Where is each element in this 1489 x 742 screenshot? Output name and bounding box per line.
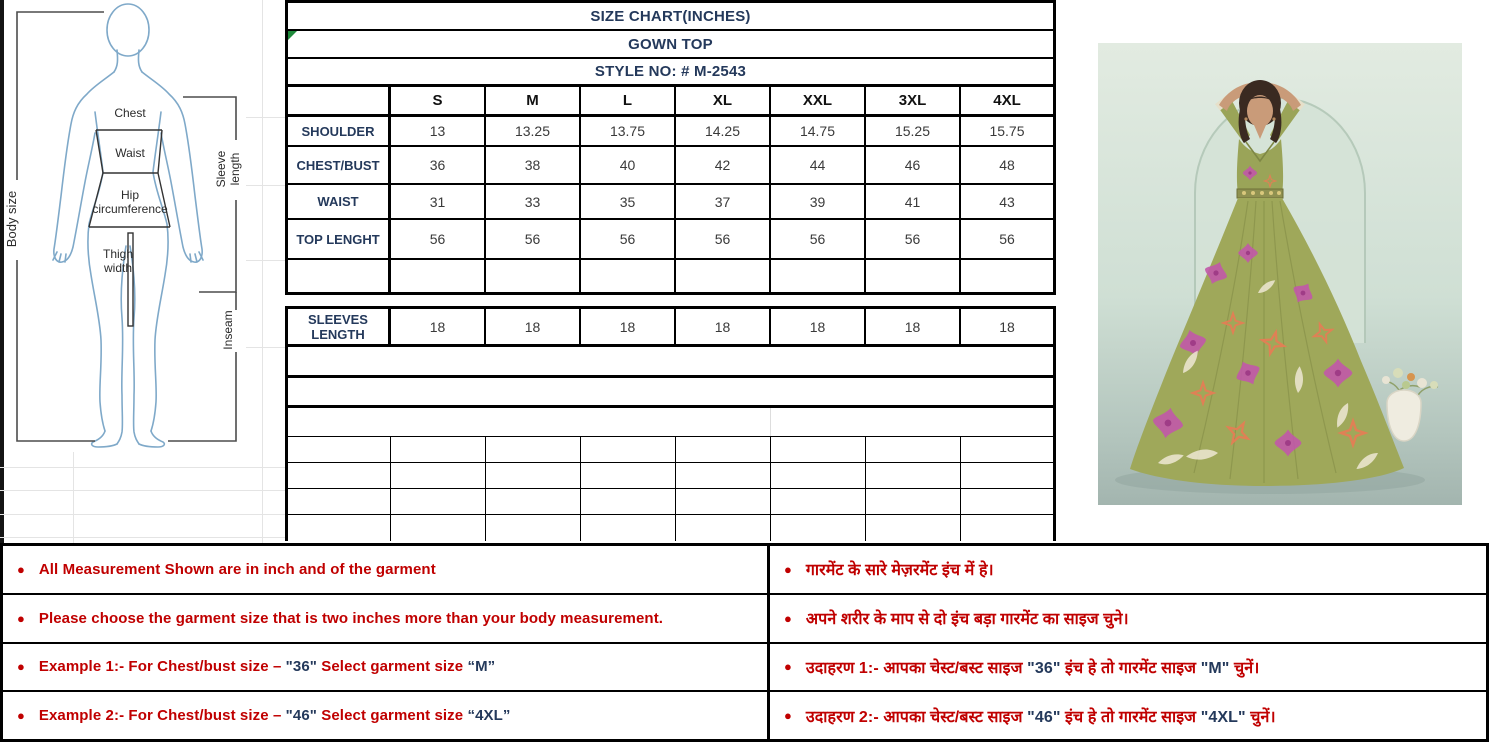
value-cell: 18 [676,309,771,344]
value-cell: 18 [581,309,676,344]
grid-line [0,514,285,515]
value-cell: 33 [486,185,581,218]
row-label: CHEST/BUST [288,147,391,183]
empty-cell [391,437,486,462]
product-photo [1098,43,1462,505]
table-row-top-length [285,220,1056,260]
note-hi-3 [770,644,1486,691]
size-col-4xl: 4XL [993,92,1021,109]
note-hi-2 [770,595,1486,642]
value-cell: 18 [391,309,486,344]
note-text: उदाहरण 2:- आपका चेस्ट/बस्ट साइज "46" इंच हे तो गारमेंट साइज "4XL" चुनें। [805,708,1276,726]
empty-grid-row [285,437,1056,463]
inseam-label: Inseam [221,310,235,350]
grid-line [0,537,285,538]
empty-cell [391,463,486,488]
row-label: TOP LENGHT [288,220,391,258]
empty-cell [866,515,961,541]
notes-section [0,543,1489,742]
note-en-4 [3,692,770,739]
empty-cell [771,515,866,541]
body-size-label: Body size [4,190,19,248]
note-text: Example 1:- For Chest/bust size – "36" Select garment size “M” [38,658,496,676]
empty-cell [288,347,1053,375]
table-title-row [285,0,1056,31]
row-label: WAIST [288,185,391,218]
table-row-chest-bust [285,147,1056,185]
empty-cell [961,260,1053,292]
value-cell: 13.25 [486,117,581,145]
note-text: Example 2:- For Chest/bust size – "46" Select garment size “4XL” [38,707,511,725]
size-col-xxl: XXL [771,87,866,114]
value-cell: 37 [676,185,771,218]
value-cell: 56 [486,220,581,258]
size-col-3xl: 3XL [866,87,961,114]
empty-cell [676,463,771,488]
grid-line [0,490,285,491]
value-cell: 15.75 [989,123,1025,139]
empty-cell [581,437,676,462]
value-cell: 15.25 [866,117,961,145]
empty-cell [961,437,1053,462]
empty-cell [288,260,391,292]
grid-line [73,452,74,543]
size-col-s: S [391,87,486,114]
empty-cell [288,408,1053,436]
empty-cell [486,515,581,541]
product-name: GOWN TOP [628,35,713,53]
grid-line [246,260,285,261]
value-cell: 56 [771,220,866,258]
sleeve-length-label: Sleeve length [214,150,242,188]
value-cell: 40 [581,147,676,183]
cell-marker-triangle-icon [288,31,297,40]
empty-cell [486,260,581,292]
grid-line [770,408,771,436]
empty-cell [288,515,391,541]
table-row-empty [285,260,1056,295]
empty-cell [288,378,1053,405]
table-title: SIZE CHART(INCHES) [590,7,751,25]
table-row-shoulder [285,117,1056,147]
empty-cell [581,260,676,292]
empty-cell [676,515,771,541]
empty-cell [866,260,961,292]
empty-grid-row [285,489,1056,515]
value-cell: 41 [866,185,961,218]
row-label: SLEEVES LENGTH [288,309,391,344]
value-cell: 56 [866,220,961,258]
empty-cell [676,437,771,462]
waist-label: Waist [115,146,145,160]
bullet-icon: ● [784,610,792,626]
body-measurement-diagram [0,0,285,543]
empty-cell [288,463,391,488]
bullet-icon: ● [17,561,25,577]
bullet-icon: ● [17,659,25,675]
value-cell: 38 [486,147,581,183]
bullet-icon: ● [17,610,25,626]
grid-line [246,347,285,348]
value-cell: 56 [581,220,676,258]
table-row-sleeves-length [285,306,1056,347]
hip-circumference-label: Hip circumference [92,188,168,216]
value-cell: 13.75 [581,117,676,145]
value-cell: 36 [391,147,486,183]
note-row-1 [3,546,1486,595]
empty-wide-row [285,408,1056,437]
style-no-row [285,59,1056,87]
style-no: STYLE NO: # M-2543 [594,63,747,80]
value-cell: 44 [771,147,866,183]
empty-cell [581,463,676,488]
note-text: गारमेंट के सारे मेज़रमेंट इंच में हे। [805,562,994,580]
empty-cell [771,260,866,292]
note-en-3 [3,644,770,691]
note-text: अपने शरीर के माप से दो इंच बड़ा गारमेंट का साइज चुने। [805,611,1129,629]
value-cell: 39 [771,185,866,218]
value-cell: 43 [999,193,1015,210]
note-text: उदाहरण 1:- आपका चेस्ट/बस्ट साइज "36" इंच हे तो गारमेंट साइज "M" चुनें। [805,659,1260,677]
empty-grid-row [285,463,1056,489]
note-text: Please choose the garment size that is two inches more than your body measurement. [38,609,664,627]
note-row-2 [3,595,1486,644]
grid-line [246,117,285,118]
value-cell: 35 [581,185,676,218]
note-hi-4 [770,692,1486,739]
empty-cell [866,489,961,514]
empty-cell [961,515,1053,541]
empty-cell [676,260,771,292]
empty-cell [391,260,486,292]
value-cell: 56 [676,220,771,258]
row-label: SHOULDER [288,117,391,145]
note-row-4 [3,692,1486,739]
empty-wide-row [285,347,1056,378]
body-outline-figure [0,0,285,543]
thigh-width-label: Thigh width [102,247,134,275]
empty-cell [581,515,676,541]
product-photo-gown [1098,43,1462,505]
bullet-icon: ● [784,708,792,724]
table-spacer-row [285,295,1056,306]
empty-cell [771,437,866,462]
empty-cell [961,489,1053,514]
scan-border-left [0,0,4,543]
value-cell: 48 [999,157,1015,173]
size-col-m: M [486,87,581,114]
empty-cell [771,463,866,488]
grid-line [262,0,263,543]
value-cell: 14.75 [771,117,866,145]
note-row-3 [3,644,1486,693]
bullet-icon: ● [17,708,25,724]
note-text: All Measurement Shown are in inch and of the garment [38,560,436,578]
value-cell: 18 [866,309,961,344]
grid-line [246,185,285,186]
value-cell: 46 [866,147,961,183]
value-cell: 14.25 [676,117,771,145]
product-name-row [285,31,1056,59]
empty-cell [288,489,391,514]
size-col-l: L [581,87,676,114]
size-header-row [285,87,1056,117]
note-hi-1 [770,546,1486,593]
empty-cell [581,489,676,514]
note-en-2 [3,595,770,642]
value-cell: 31 [391,185,486,218]
empty-grid-row [285,515,1056,541]
empty-cell [771,489,866,514]
empty-cell [961,463,1053,488]
empty-cell [391,489,486,514]
bullet-icon: ● [784,659,792,675]
value-cell: 18 [486,309,581,344]
chest-label: Chest [114,106,146,120]
value-cell: 18 [771,309,866,344]
value-cell: 56 [391,220,486,258]
grid-line [0,467,285,468]
size-col-xl: XL [676,87,771,114]
empty-cell [486,489,581,514]
empty-cell [486,437,581,462]
empty-cell [486,463,581,488]
note-en-1 [3,546,770,593]
value-cell: 18 [999,318,1015,335]
empty-cell [866,437,961,462]
bullet-icon: ● [784,561,792,577]
table-row-waist [285,185,1056,220]
value-cell: 42 [676,147,771,183]
empty-cell [391,515,486,541]
empty-cell [866,463,961,488]
size-chart-table [285,0,1056,543]
corner-cell [288,87,391,114]
empty-wide-row [285,378,1056,408]
empty-cell [288,437,391,462]
value-cell: 56 [999,231,1015,247]
empty-cell [676,489,771,514]
value-cell: 13 [391,117,486,145]
